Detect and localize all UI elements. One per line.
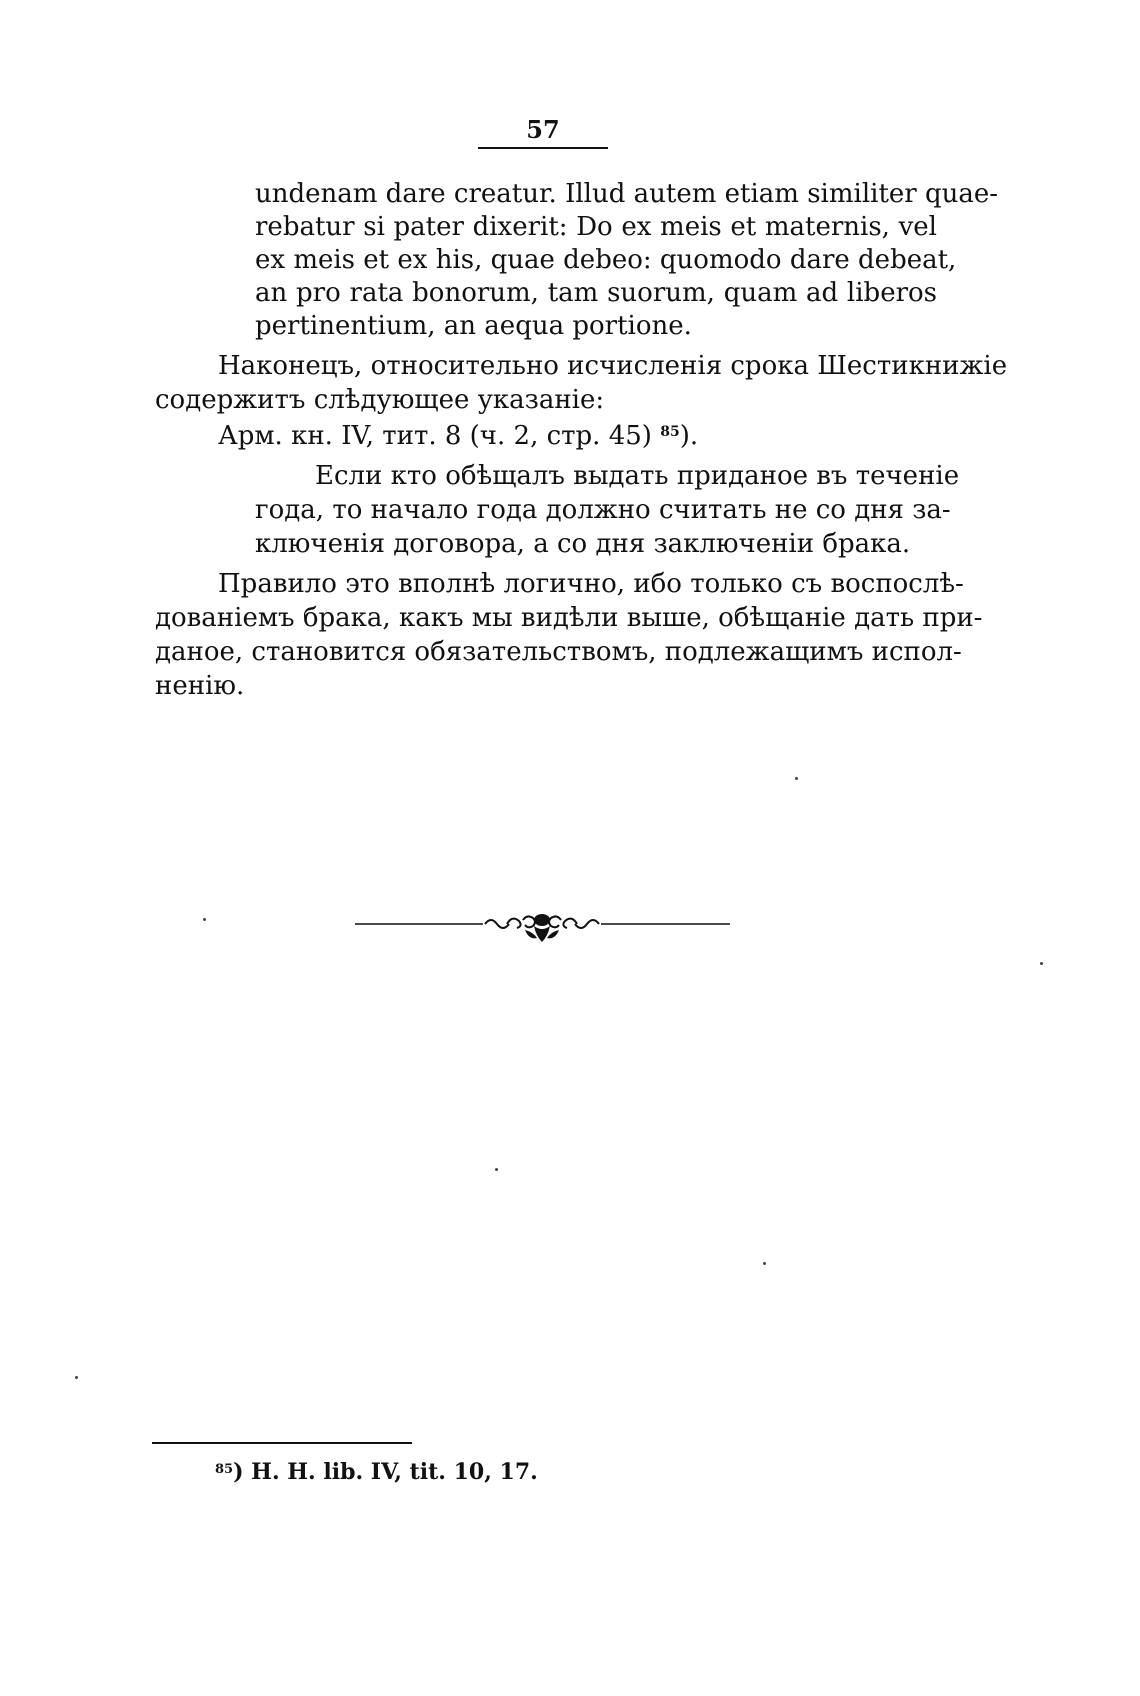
scan-speck: [795, 777, 798, 780]
paragraph-line: Правило это вполнѣ логично, ибо только съ воспослѣ-: [218, 569, 964, 599]
footnote-separator: [152, 1442, 412, 1444]
footnote-reference: 85: [660, 424, 680, 440]
footnote: [215, 1458, 538, 1486]
footnote-marker: 85: [215, 1462, 234, 1477]
quote-line: Если кто обѣщалъ выдать приданое въ теченіе: [315, 461, 960, 491]
scan-speck: [495, 1168, 498, 1171]
citation: [218, 420, 698, 452]
footnote-text: ) Н. Н. lib. IV, tit. 10, 17.: [233, 1459, 538, 1485]
page-number-underline: [478, 147, 608, 149]
latin-quote-line: pertinentium, an aequa portione.: [255, 311, 692, 341]
latin-quote-line: ex meis et ex his, quae debeo: quomodo dare debeat,: [255, 245, 957, 275]
latin-quote-line: an pro rata bonorum, tam suorum, quam ad liberos: [255, 278, 937, 308]
latin-quote-line: undenam dare creatur. Illud autem etiam similiter quae-: [255, 179, 999, 209]
scan-speck: [763, 1262, 766, 1265]
latin-quote-line: rebatur si pater dixerit: Do ex meis et maternis, vel: [255, 212, 937, 242]
paragraph-line: даное, становится обязательствомъ, подлежащимъ испол-: [155, 637, 962, 667]
paragraph-line: содержитъ слѣдующее указаніе:: [155, 385, 605, 415]
scan-speck: [75, 1376, 78, 1379]
ornament-divider: [355, 910, 730, 950]
scan-speck: [1040, 962, 1043, 965]
paragraph-line: Наконецъ, относительно исчисленія срока Шестикнижіе: [218, 351, 1008, 381]
citation-closing: ).: [679, 421, 699, 451]
quote-line: года, то начало года должно считать не со дня за-: [255, 495, 951, 525]
paragraph-line: дованіемъ брака, какъ мы видѣли выше, обѣщаніе дать при-: [155, 603, 983, 633]
quote-line: ключенія договора, а со дня заключеніи брака.: [255, 529, 911, 559]
citation-text: Арм. кн. IV, тит. 8 (ч. 2, стр. 45): [218, 421, 652, 451]
paragraph-line: ненію.: [155, 671, 245, 701]
scan-speck: [203, 918, 206, 921]
page-number: 57: [526, 115, 560, 144]
